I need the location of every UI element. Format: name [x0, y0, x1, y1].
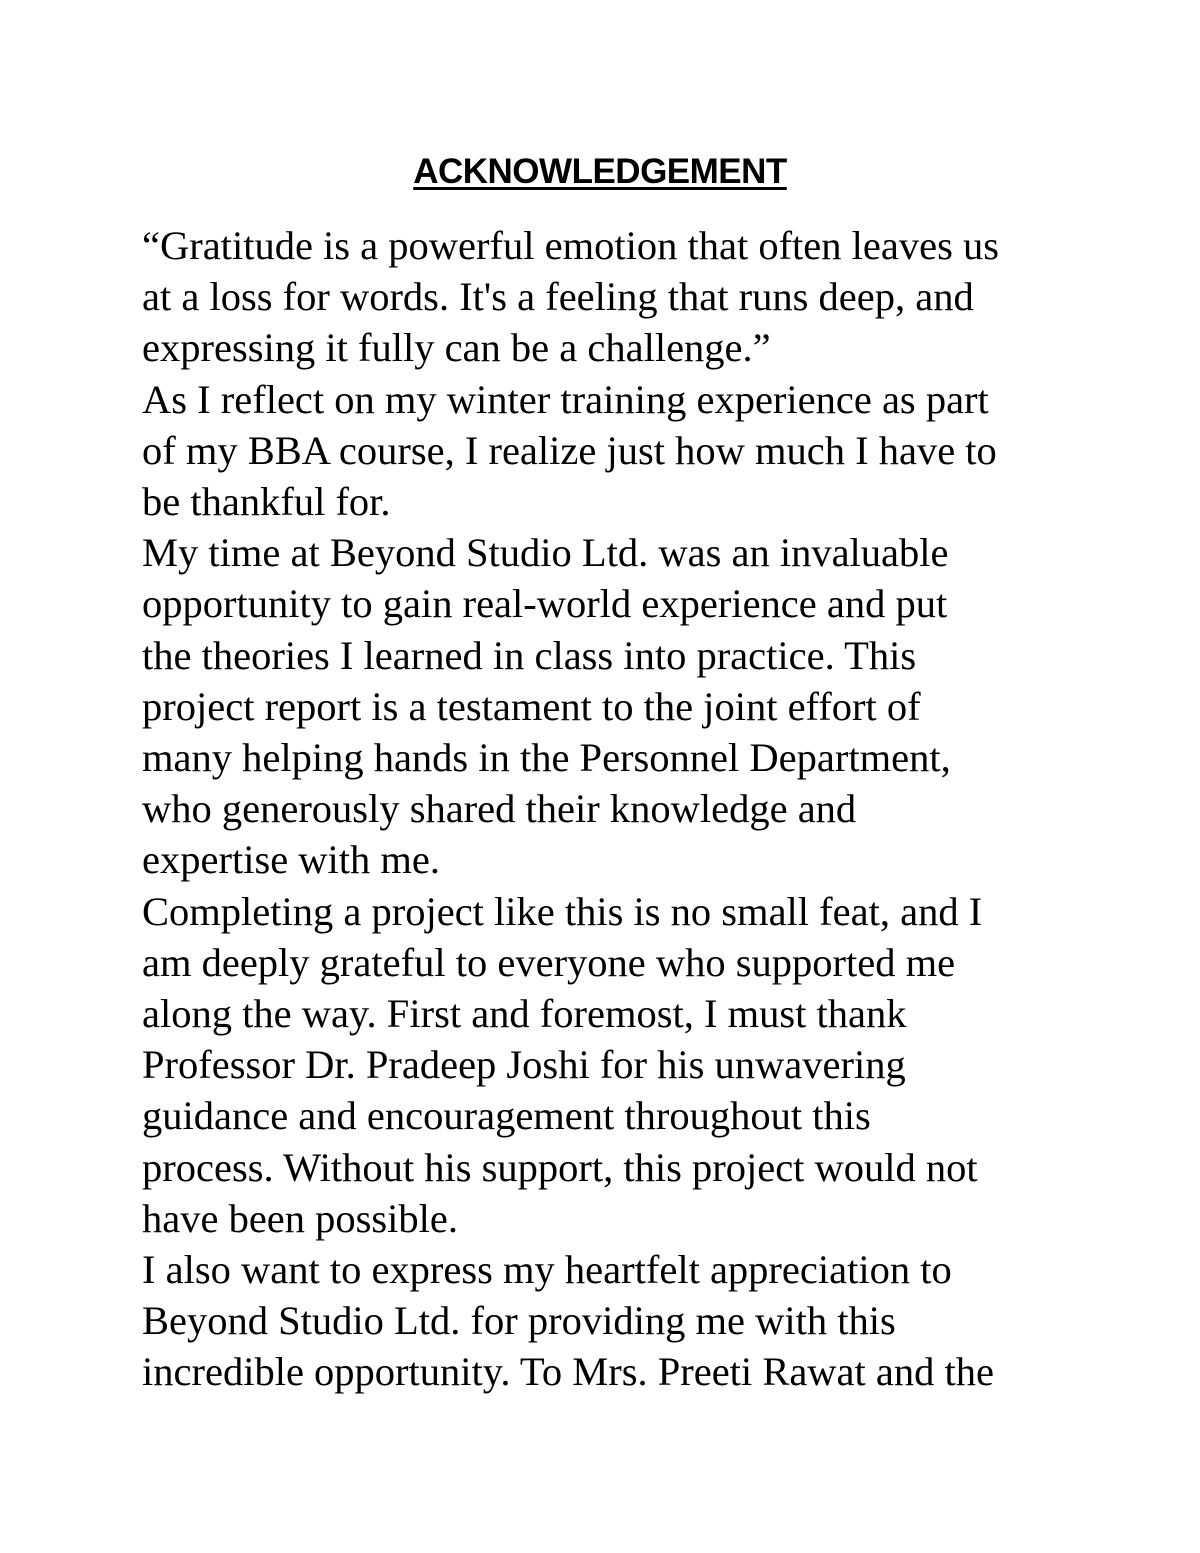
text-line: expertise with me.: [142, 837, 441, 883]
paragraph-reflection: [142, 374, 1072, 528]
text-line: incredible opportunity. To Mrs. Preeti Rawat and the: [142, 1349, 994, 1395]
text-line: the theories I learned in class into practice. This: [142, 632, 917, 678]
paragraph-quote: [142, 220, 1072, 374]
paragraph-appreciation: [142, 1244, 1072, 1398]
text-line: expressing it fully can be a challenge.”: [142, 325, 771, 371]
text-line: of my BBA course, I realize just how much I have to: [142, 427, 997, 473]
text-line: Beyond Studio Ltd. for providing me with this: [142, 1298, 896, 1344]
page-title: [0, 148, 1200, 196]
text-line: project report is a testament to the joint effort of: [142, 683, 921, 729]
text-line: As I reflect on my winter training experience as part: [142, 376, 989, 422]
text-line: be thankful for.: [142, 479, 391, 525]
text-line: have been possible.: [142, 1195, 459, 1241]
title-text: ACKNOWLEDGEMENT: [413, 152, 787, 191]
text-line: opportunity to gain real-world experience and put: [142, 581, 948, 627]
text-line: am deeply grateful to everyone who supported me: [142, 939, 956, 985]
text-line: who generously shared their knowledge and: [142, 786, 857, 832]
text-line: Professor Dr. Pradeep Joshi for his unwavering: [142, 1042, 906, 1088]
text-line: “Gratitude is a powerful emotion that often leaves us: [142, 223, 999, 268]
text-line: process. Without his support, this project would not: [142, 1144, 978, 1190]
text-line: many helping hands in the Personnel Department,: [142, 735, 951, 781]
text-line: I also want to express my heartfelt appreciation to: [142, 1247, 952, 1293]
document-body: [142, 220, 1072, 1398]
text-line: My time at Beyond Studio Ltd. was an invaluable: [142, 530, 949, 576]
paragraph-experience: [142, 527, 1072, 885]
text-line: Completing a project like this is no small feat, and I: [142, 888, 983, 934]
paragraph-gratitude: [142, 886, 1072, 1244]
text-line: at a loss for words. It's a feeling that runs deep, and: [142, 274, 974, 320]
text-line: along the way. First and foremost, I must thank: [142, 991, 907, 1037]
text-line: guidance and encouragement throughout this: [142, 1093, 871, 1139]
